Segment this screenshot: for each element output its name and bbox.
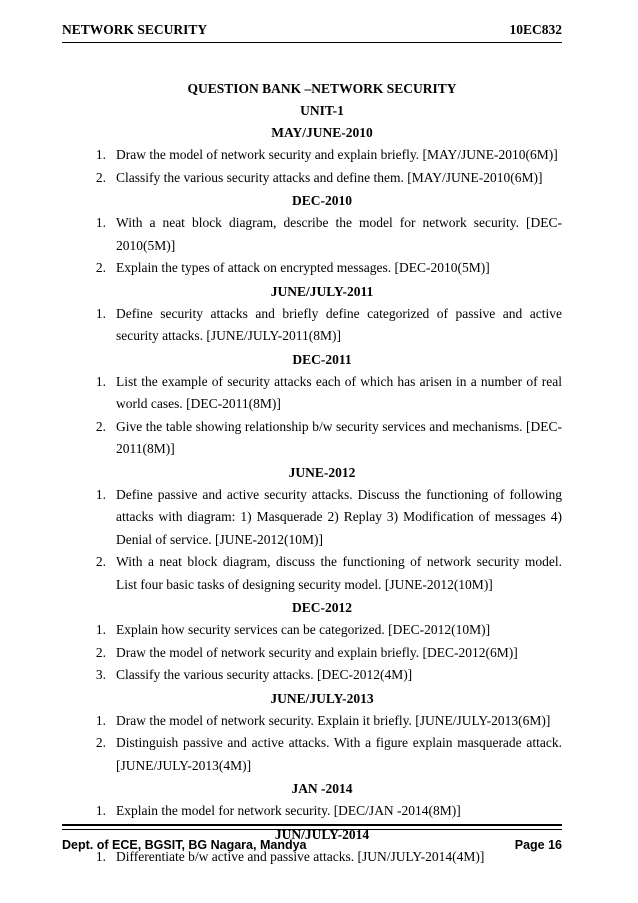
- question-item: [82, 257, 562, 280]
- question-number: 3.: [95, 667, 106, 682]
- question-list: [82, 371, 562, 461]
- exam-session-heading: MAY/JUNE-2010: [271, 125, 373, 140]
- question-text: Explain the model for network security. [DEC/JAN -2014(8M)]: [116, 803, 461, 818]
- footer-department: Dept. of ECE, BGSIT, BG Nagara, Mandya: [62, 838, 307, 852]
- question-item: [82, 551, 562, 596]
- question-list: [82, 484, 562, 597]
- question-number: 1.: [95, 486, 106, 502]
- question-item: [82, 732, 562, 777]
- question-number: 1.: [95, 803, 106, 818]
- question-text: Draw the model of network security. Explain it briefly. [JUNE/JULY-2013(6M)]: [116, 712, 551, 728]
- exam-session-heading: JAN -2014: [291, 781, 353, 796]
- question-text: Classify the various security attacks. [DEC-2012(4M)]: [116, 667, 413, 682]
- question-text: Explain the types of attack on encrypted messages. [DEC-2010(5M)]: [116, 260, 490, 275]
- question-text: Give the table showing relationship b/w security services and mechanisms. [DEC-2011(8M)]: [116, 418, 562, 456]
- question-number: 1.: [95, 373, 106, 389]
- question-text: Draw the model of network security and explain briefly. [DEC-2012(6M)]: [116, 644, 518, 660]
- exam-session-heading: DEC-2011: [292, 351, 352, 367]
- question-bank: [82, 79, 562, 868]
- question-text: List the example of security attacks each of which has arisen in a number of real world cases. [DEC-2011(8M)]: [116, 373, 562, 411]
- question-item: [82, 664, 562, 687]
- question-item: [82, 800, 562, 823]
- question-number: 2.: [95, 260, 106, 275]
- header-rule: [62, 42, 562, 43]
- question-item: [82, 144, 562, 167]
- question-item: [82, 484, 562, 552]
- footer-rule-thin: [62, 829, 562, 830]
- question-list: [82, 710, 562, 778]
- question-text: Explain how security services can be categorized. [DEC-2012(10M)]: [116, 622, 491, 637]
- question-text: Define passive and active security attacks. Discuss the functioning of following attacks with diagram: 1) Masquerade 2) Replay 3) Modification of messages 4) Denial of service. [JUNE-2012(10M)]: [116, 486, 562, 547]
- page-footer: [62, 838, 562, 858]
- exam-sections: [82, 121, 562, 868]
- footer-page-number: Page 16: [514, 838, 562, 852]
- question-list: [82, 212, 562, 280]
- exam-session-heading: JUNE/JULY-2013: [270, 690, 374, 706]
- question-list: [82, 800, 562, 823]
- question-item: [82, 642, 562, 665]
- question-text: Distinguish passive and active attacks. With a figure explain masquerade attack. [JUNE/JULY-2013(4M)]: [116, 735, 562, 773]
- question-text: With a neat block diagram, describe the model for network security. [DEC-2010(5M)]: [116, 215, 562, 253]
- exam-session-heading: DEC-2010: [292, 193, 352, 208]
- question-number: 1.: [95, 215, 106, 230]
- exam-session-heading: DEC-2012: [292, 600, 352, 615]
- question-text: With a neat block diagram, discuss the functioning of network security model. List four basic tasks of designing security model. [JUNE-2012(10M)]: [116, 554, 562, 592]
- question-list: [82, 303, 562, 348]
- question-number: 1.: [95, 622, 106, 637]
- question-item: [82, 212, 562, 257]
- question-number: 2.: [95, 418, 106, 434]
- question-number: 2.: [95, 735, 106, 750]
- question-number: 1.: [95, 305, 106, 321]
- question-text: Draw the model of network security and explain briefly. [MAY/JUNE-2010(6M)]: [116, 147, 558, 162]
- exam-session-heading: JUNE-2012: [288, 464, 356, 480]
- exam-session-heading: JUNE/JULY-2011: [270, 283, 374, 299]
- question-item: [82, 303, 562, 348]
- question-item: [82, 167, 562, 190]
- header-course-title: NETWORK SECURITY: [62, 22, 208, 37]
- question-text: Classify the various security attacks and define them. [MAY/JUNE-2010(6M)]: [116, 169, 543, 185]
- question-list: [82, 619, 562, 687]
- question-number: 2.: [95, 554, 106, 569]
- document-title: QUESTION BANK –NETWORK SECURITY: [187, 81, 457, 96]
- question-text: Define security attacks and briefly define categorized of passive and active security attacks. [JUNE/JULY-2011(8M)]: [116, 305, 562, 343]
- question-number: 1.: [95, 848, 106, 864]
- question-list: [82, 144, 562, 189]
- question-number: 1.: [95, 147, 106, 162]
- question-item: [82, 619, 562, 642]
- question-number: 2.: [95, 644, 106, 660]
- footer-rule-thick: [62, 824, 562, 826]
- unit-heading: UNIT-1: [300, 103, 344, 118]
- exam-session-heading: JUN/JULY-2014: [274, 826, 370, 842]
- question-item: [82, 371, 562, 416]
- question-number: 2.: [95, 169, 106, 185]
- header-course-code: 10EC832: [509, 22, 562, 37]
- question-text: Differentiate b/w active and passive attacks. [JUN/JULY-2014(4M)]: [116, 848, 485, 864]
- page-header: [62, 22, 562, 42]
- question-number: 1.: [95, 712, 106, 728]
- question-item: [82, 710, 562, 733]
- question-item: [82, 416, 562, 461]
